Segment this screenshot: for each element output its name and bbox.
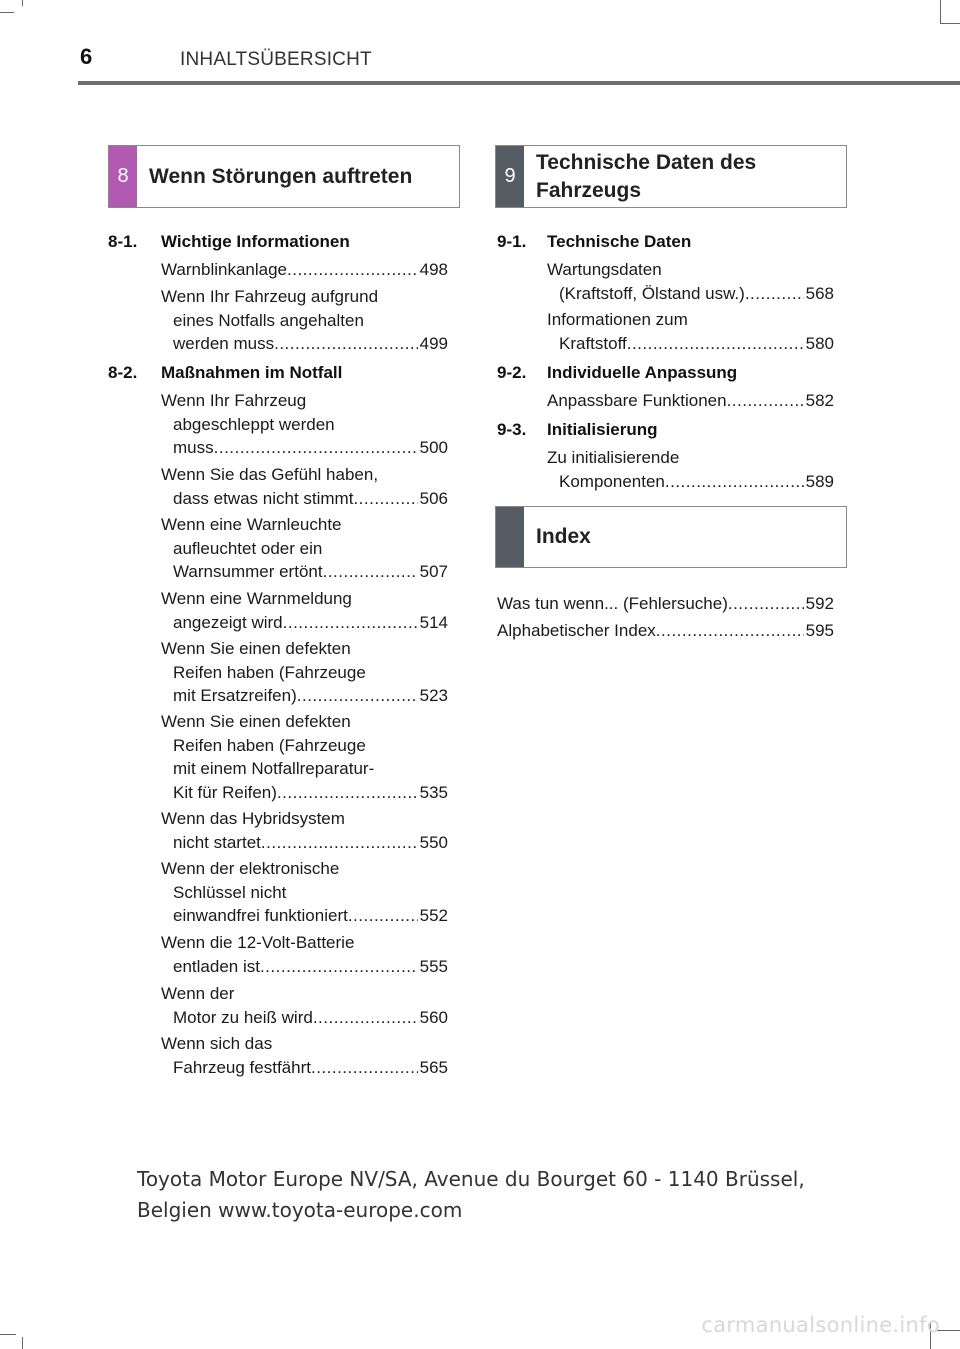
dot-leader	[311, 1056, 418, 1080]
section-title: Wichtige Informationen	[161, 232, 350, 251]
toc-entry[interactable]	[161, 982, 448, 1029]
entry-text: Wartungsdaten	[547, 260, 662, 279]
dot-leader	[214, 436, 418, 460]
chapter-9-heading	[495, 145, 847, 208]
entry-text: muss	[173, 438, 214, 457]
page-ref: 550	[419, 832, 448, 852]
entry-text: abgeschleppt werden	[173, 414, 335, 434]
toc-entry[interactable]	[547, 258, 834, 305]
section-title: Technische Daten	[547, 232, 692, 251]
dot-leader	[287, 258, 418, 282]
entry-text: Kit für Reifen)	[173, 782, 277, 802]
toc-entry[interactable]	[161, 1032, 448, 1079]
entry-text: entladen ist	[173, 956, 260, 976]
entry-text: mit Ersatzreifen)	[173, 686, 297, 705]
dot-leader	[261, 831, 418, 855]
toc-entry[interactable]	[161, 513, 448, 584]
section-heading	[108, 363, 448, 385]
entry-text: Kraftstoff	[559, 333, 627, 353]
crop-mark	[0, 12, 14, 13]
index-heading	[495, 506, 847, 568]
footer-line: Toyota Motor Europe NV/SA, Avenue du Bourget 60 - 1140 Brüssel,	[137, 1167, 805, 1191]
section-number: 9-2.	[497, 363, 527, 382]
dot-leader	[283, 611, 418, 635]
page-ref: 595	[805, 621, 834, 640]
entry-text: Anpassbare Funktionen	[547, 391, 727, 410]
page-ref: 498	[419, 260, 448, 279]
entry-text: Wenn eine Warnleuchte	[161, 515, 342, 534]
crop-mark	[22, 1337, 23, 1349]
toc-entry[interactable]	[161, 285, 448, 356]
toc-entry[interactable]	[161, 389, 448, 460]
crop-mark	[940, 0, 941, 24]
dot-leader	[323, 560, 418, 584]
page-ref: 514	[419, 612, 448, 632]
entry-text: mit einem Notfallreparatur-	[173, 759, 375, 778]
dot-leader	[727, 389, 804, 413]
page-ref: 552	[419, 906, 448, 925]
publisher-footer	[137, 1164, 805, 1226]
dot-leader	[728, 592, 804, 616]
page-ref: 499	[419, 334, 448, 353]
entry-text: Reifen haben (Fahrzeuge	[173, 662, 366, 682]
crop-mark	[940, 23, 960, 24]
entry-text: Wenn Ihr Fahrzeug	[161, 391, 307, 410]
toc-entry[interactable]	[161, 710, 448, 804]
entry-text: Wenn das Hybridsystem	[161, 809, 345, 828]
dot-leader	[665, 470, 804, 494]
entry-text: Wenn Sie einen defekten	[161, 712, 351, 731]
chapter-title: Wenn Störungen auftreten	[149, 164, 413, 188]
entry-text: aufleuchtet oder ein	[173, 538, 323, 558]
entry-text: nicht startet	[173, 832, 261, 852]
footer-line: Belgien www.toyota-europe.com	[137, 1198, 463, 1222]
section-heading	[497, 420, 837, 442]
chapter-number-tab: 9	[496, 146, 524, 207]
entry-text: dass etwas nicht stimmt	[173, 488, 354, 508]
section-heading	[497, 363, 837, 385]
entry-text: eines Notfalls angehalten	[173, 310, 364, 330]
dot-leader	[313, 1006, 418, 1030]
page-ref: 580	[805, 333, 834, 353]
page-ref: 507	[419, 562, 448, 581]
page-ref: 589	[805, 471, 834, 491]
toc-entry[interactable]	[497, 619, 834, 643]
section-heading	[497, 232, 837, 254]
entry-text: Warnblinkanlage	[161, 260, 287, 279]
entry-text: Wenn eine Warnmeldung	[161, 589, 352, 608]
toc-entry[interactable]	[497, 592, 834, 616]
entry-text: Wenn der elektronische	[161, 859, 340, 878]
page-ref: 560	[419, 1007, 448, 1027]
entry-text: Wenn sich das	[161, 1034, 273, 1053]
entry-text: Wenn die 12-Volt-Batterie	[161, 933, 355, 952]
entry-text: Motor zu heiß wird	[173, 1007, 313, 1027]
section-title: Individuelle Anpassung	[547, 363, 738, 382]
page-ref: 568	[805, 283, 834, 303]
index-tab	[496, 507, 524, 567]
toc-entry[interactable]	[161, 463, 448, 510]
toc-entry[interactable]	[161, 637, 448, 708]
toc-entry[interactable]	[547, 308, 834, 355]
entry-text: (Kraftstoff, Ölstand usw.)	[559, 283, 745, 303]
chapter-title	[536, 146, 756, 207]
entry-text: Warnsummer ertönt	[173, 562, 323, 581]
crop-mark	[22, 0, 23, 6]
section-heading	[108, 232, 448, 254]
page-ref: 582	[805, 391, 834, 410]
toc-entry[interactable]	[547, 389, 834, 413]
dot-leader	[274, 332, 418, 356]
entry-text: Schlüssel nicht	[173, 882, 287, 902]
dot-leader	[627, 332, 804, 356]
page-ref: 565	[419, 1057, 448, 1077]
entry-text: Wenn Sie einen defekten	[161, 639, 351, 658]
index-title: Index	[536, 525, 591, 548]
page-number: 6	[80, 44, 93, 69]
entry-text: Fahrzeug festfährt	[173, 1057, 311, 1077]
entry-text: Wenn Ihr Fahrzeug aufgrund	[161, 287, 379, 306]
chapter-title-line: Technische Daten des	[536, 150, 757, 174]
dot-leader	[260, 955, 418, 979]
chapter-8-heading	[108, 145, 460, 208]
section-title: Initialisierung	[547, 420, 658, 439]
entry-text: Wenn Sie das Gefühl haben,	[161, 465, 379, 484]
section-number: 8-2.	[108, 363, 138, 382]
dot-leader	[297, 684, 418, 708]
page-ref: 500	[419, 438, 448, 457]
page-ref: 535	[419, 782, 448, 802]
toc-entry[interactable]	[161, 931, 448, 978]
dot-leader	[656, 619, 804, 643]
entry-text: werden muss	[173, 334, 275, 353]
entry-text: Informationen zum	[547, 310, 688, 329]
entry-text: angezeigt wird	[173, 612, 283, 632]
entry-text: Zu initialisierende	[547, 448, 680, 467]
section-title: Maßnahmen im Notfall	[161, 363, 343, 382]
dot-leader	[277, 781, 418, 805]
toc-entry[interactable]	[161, 857, 448, 928]
page-header-title: INHALTSÜBERSICHT	[180, 49, 372, 70]
entry-text: Alphabetischer Index	[497, 621, 656, 640]
entry-text: Was tun wenn... (Fehlersuche)	[497, 594, 728, 613]
page-ref: 523	[419, 686, 448, 705]
toc-entry[interactable]	[161, 587, 448, 634]
watermark: carmanualsonline.info	[701, 1313, 940, 1337]
entry-text: Reifen haben (Fahrzeuge	[173, 735, 366, 755]
page-ref: 592	[805, 594, 834, 613]
entry-text: Wenn der	[161, 984, 235, 1003]
entry-text: Komponenten	[559, 471, 665, 491]
page-ref: 506	[419, 488, 448, 508]
section-number: 9-3.	[497, 420, 527, 439]
header-rule	[78, 81, 960, 85]
chapter-title-line: Fahrzeugs	[536, 178, 642, 202]
toc-entry[interactable]	[547, 446, 834, 493]
section-number: 9-1.	[497, 232, 527, 251]
section-number: 8-1.	[108, 232, 138, 251]
dot-leader	[353, 487, 417, 511]
page-ref: 555	[419, 956, 448, 976]
dot-leader	[348, 904, 418, 928]
entry-text: einwandfrei funktioniert	[173, 906, 348, 925]
toc-entry[interactable]	[161, 258, 448, 282]
toc-entry[interactable]	[161, 807, 448, 854]
crop-mark	[0, 1334, 16, 1335]
dot-leader	[745, 282, 804, 306]
chapter-number-tab: 8	[109, 146, 137, 207]
